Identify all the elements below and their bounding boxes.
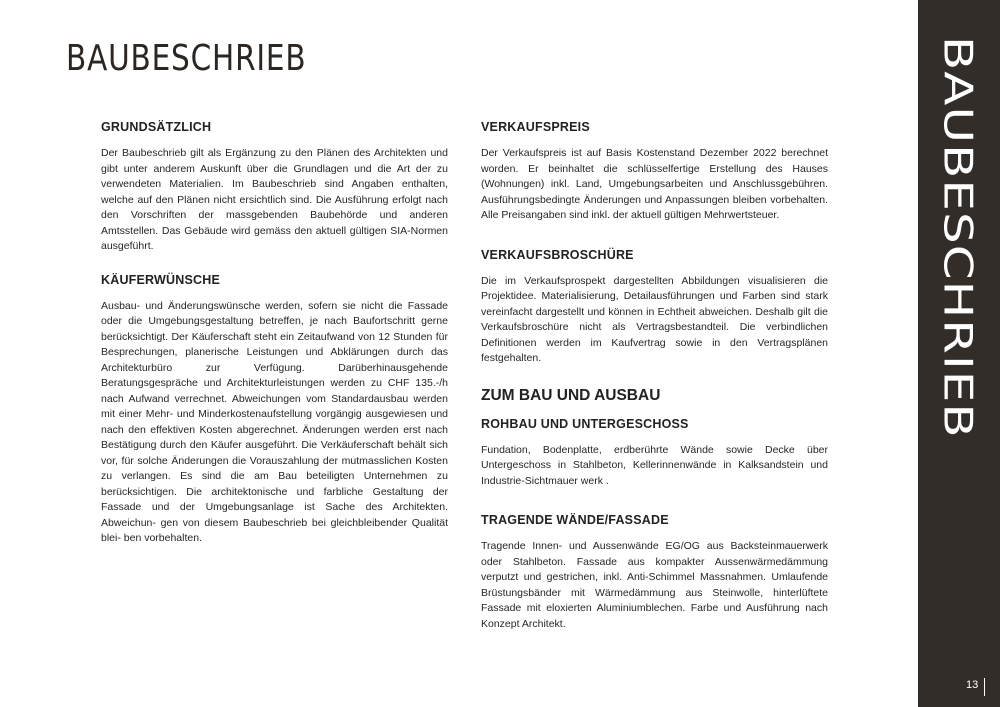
major-heading: ZUM BAU UND AUSBAU	[481, 386, 661, 404]
side-title: BAUBESCHRIEB	[935, 36, 981, 439]
section-heading: GRUNDSÄTZLICH	[101, 120, 212, 134]
section-text: Der Baubeschrieb gilt als Ergänzung zu den Plänen des Architekten und gibt unter anderem Auskunft über die Grundlagen und die Art der zu verwendeten Materialien. Im Baubeschrieb sind Angaben enthalten, welche auf den Plänen nicht ersichtlich sind. Die Ausführung erfolgt nach den Vorschriften der massgebenden Baubehörde und anderen Amtsstellen. Das Gebäude wird gemäss den aktuell gültigen SIA-Normen ausgeführt.	[101, 147, 448, 252]
left-column	[101, 120, 448, 547]
right-column	[481, 120, 828, 632]
section-heading: TRAGENDE WÄNDE/FASSADE	[481, 513, 669, 527]
section-text: Ausbau- und Änderungswünsche werden, sofern sie nicht die Fassade oder die Umgebungsgestaltung betreffen, je nach Baufortschritt gerne berücksichtigt. Der Käuferschaft steht ein Zeitaufwand von 12 Stunden für Besprechungen, planerische Leistungen und Abklärungen durch das Architekturbüro zur Verfügung. Darüberhinausgehende Beratungsgespräche und Architekturleistungen werden zu CHF 135.-/h nach Aufwand verrechnet. Abweichungen vom Standardausbau werden mit einer Mehr- und Minderkostenaufstellung vorgängig ausgewiesen und nach den effektiven Kosten abgerechnet. Änderungen werden erst nach Bestätigung durch den Käufer ausgeführt. Die Verkäuferschaft behält sich vor, für solche Änderungen die Vorauszahlung der mutmasslichen Kosten zu verlangen. Es sind die am Bau beteiligten Unternehmen zu berücksichtigen. Die architektonische und farbliche Gestaltung der Fassade und der Umgebungsanlage ist Sache des Architekten. Abweichun- gen von diesem Baubeschrieb bei gleichbleibender Qualität blei- ben vorbehalten.	[101, 299, 448, 544]
section-heading: ROHBAU UND UNTERGESCHOSS	[481, 416, 689, 431]
section-text: Der Verkaufspreis ist auf Basis Kostenstand Dezember 2022 berechnet worden. Er beinhaltet die schlüsselfertige Erstellung des Hauses (Wohnungen) inkl. Land, Umgebungsarbeiten und Anschlussgebühren. Ausführungsbedingte Änderungen und Anpassungen bleiben vorbehalten. Alle Preisangaben sind inkl. der aktuell gültigen Mehrwertsteuer.	[481, 147, 828, 221]
section-heading: VERKAUFSBROSCHÜRE	[481, 247, 634, 262]
section-text: Die im Verkaufsprospekt dargestellten Abbildungen visualisieren die Projektidee. Materialisierung, Detailausführungen und Farben sind stark vereinfacht dargestellt und können in Echtheit abweichen. Deshalb gilt die Verkaufsbroschüre nicht als Vertragsbestandteil. Die verbindlichen Definitionen werden im Kaufvertrag sowie in den Vertragsplänen festgehalten.	[481, 274, 828, 364]
page-title: BAUBESCHRIEB	[66, 38, 307, 79]
section-heading: KÄUFERWÜNSCHE	[101, 272, 221, 287]
page-number: 13	[966, 679, 979, 691]
section-text: Fundation, Bodenplatte, erdberührte Wände sowie Decke über Untergeschoss in Stahlbeton, Kellerinnenwände in Kalksandstein und Industrie-Sichtmauer werk .	[481, 443, 828, 487]
page-divider	[984, 678, 985, 696]
section-heading: VERKAUFSPREIS	[481, 120, 590, 134]
section-text: Tragende Innen- und Aussenwände EG/OG aus Backsteinmauerwerk oder Stahlbeton. Fassade aus kompakter Aussenwärmedämmung verputzt und gestrichen, inkl. Anti-Schimmel Massnahmen. Umlaufende Brüstungsbänder mit Wärmedämmung aus Steinwolle, hinterlüftete Fassade mit eloxierten Aluminiumblechen. Farbe und Ausführung nach Konzept Architekt.	[481, 540, 828, 630]
